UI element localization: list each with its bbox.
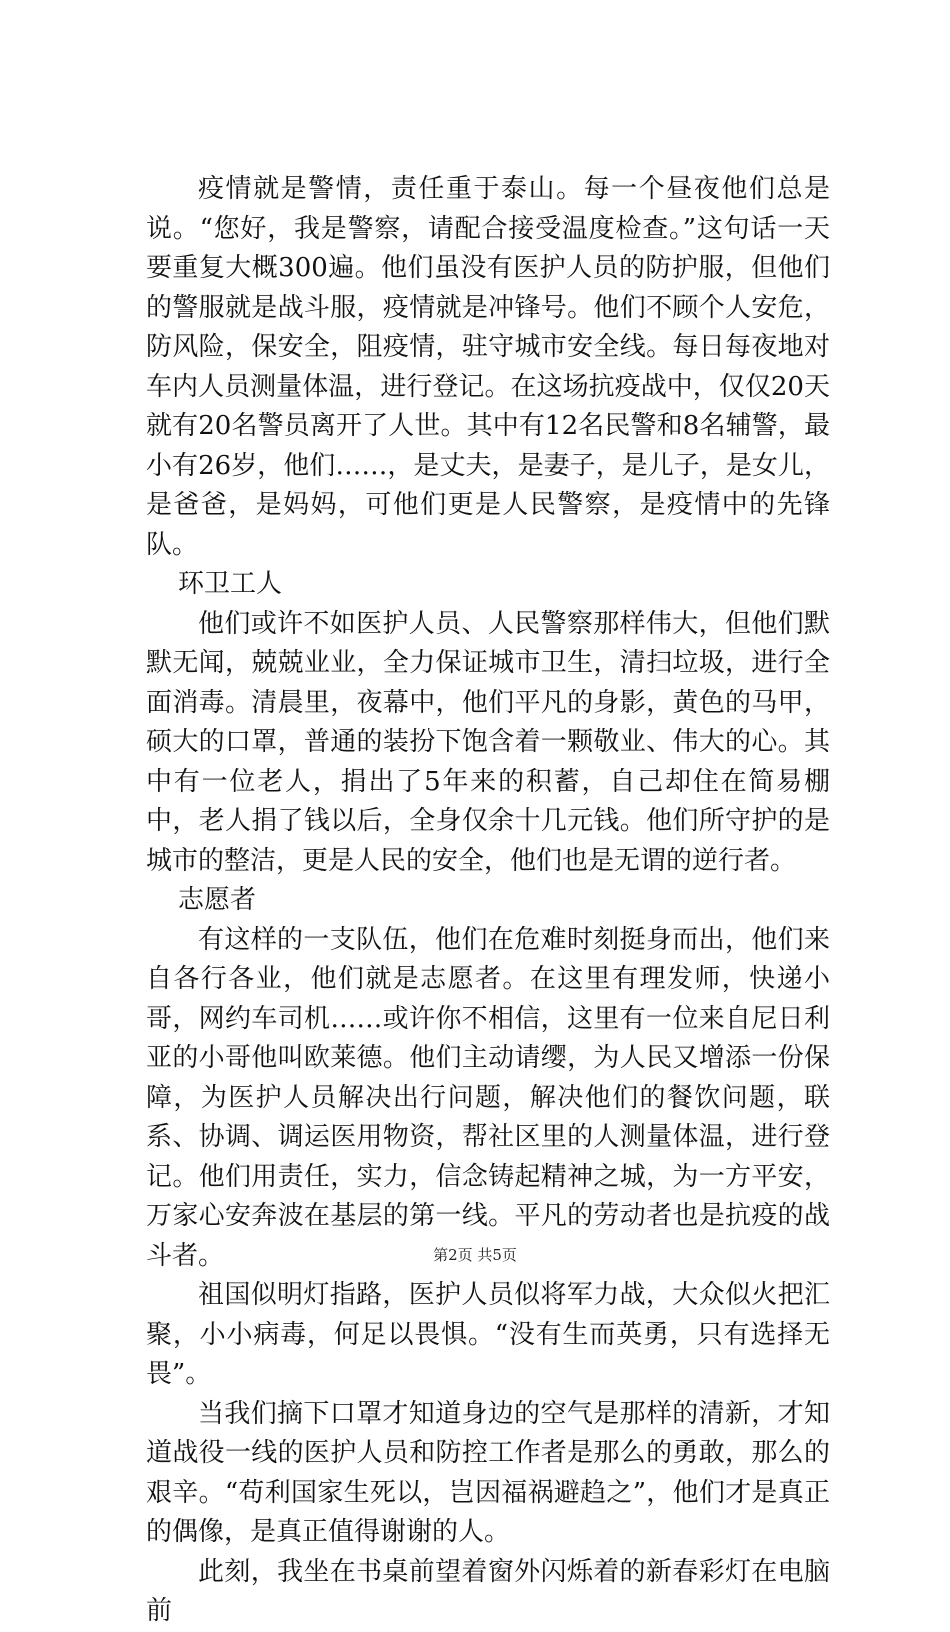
paragraph-masks: 当我们摘下口罩才知道身边的空气是那样的清新，才知道战役一线的医护人员和防控工作者是那么的勇敢，那么的艰辛。“苟利国家生死以，岂因福祸避趋之”，他们才是真正的偶像，是真正值得谢谢的人。 xyxy=(146,1398,830,1547)
paragraph-volunteers: 有这样的一支队伍，他们在危难时刻挺身而出，他们来自各行各业，他们就是志愿者。在这里有理发师，快递小哥，网约车司机……或许你不相信，这里有一位来自尼日利亚的小哥他叫欧莱德。他们主动请缨，为人民又增添一份保障，为医护人员解决出行问题，解决他们的餐饮问题，联系、协调、调运医用物资，帮社区里的人测量体温，进行登记。他们用责任，实力，信念铸起精神之城，为一方平安，万家心安奔波在基层的第一线。平凡的劳动者也是抗疫的战斗者。 xyxy=(146,924,830,1271)
document-body xyxy=(146,170,830,1632)
paragraph-police: 疫情就是警情，责任重于泰山。每一个昼夜他们总是说。“您好，我是警察，请配合接受温度检查。”这句话一天要重复大概300遍。他们虽没有医护人员的防护服，但他们的警服就是战斗服，疫情就是冲锋号。他们不顾个人安危，防风险，保安全，阻疫情，驻守城市安全线。每日每夜地对车内人员测量体温，进行登记。在这场抗疫战中，仅仅20天就有20名警员离开了人世。其中有12名民警和8名辅警，最小有26岁，他们……，是丈夫，是妻子，是儿子，是女儿，是爸爸，是妈妈，可他们更是人民警察，是疫情中的先锋队。 xyxy=(146,174,830,560)
page-footer: 第2页 共5页 xyxy=(433,1246,517,1264)
section-heading-sanitation-workers: 环卫工人 xyxy=(178,569,283,599)
paragraph-sanitation-workers: 他们或许不如医护人员、人民警察那样伟大，但他们默默无闻，兢兢业业，全力保证城市卫生，清扫垃圾，进行全面消毒。清晨里，夜幕中，他们平凡的身影，黄色的马甲，硕大的口罩，普通的装扮下饱含着一颗敬业、伟大的心。其中有一位老人，捐出了5年来的积蓄，自己却住在简易棚中，老人捐了钱以后，全身仅余十几元钱。他们所守护的是城市的整洁，更是人民的安全，他们也是无谓的逆行者。 xyxy=(146,608,830,876)
paragraph-motherland: 祖国似明灯指路，医护人员似将军力战，大众似火把汇聚，小小病毒，何足以畏惧。“没有生而英勇，只有选择无畏”。 xyxy=(146,1280,830,1389)
paragraph-closing: 此刻，我坐在书桌前望着窗外闪烁着的新春彩灯在电脑前 xyxy=(146,1556,830,1626)
section-heading-volunteers: 志愿者 xyxy=(178,885,257,915)
